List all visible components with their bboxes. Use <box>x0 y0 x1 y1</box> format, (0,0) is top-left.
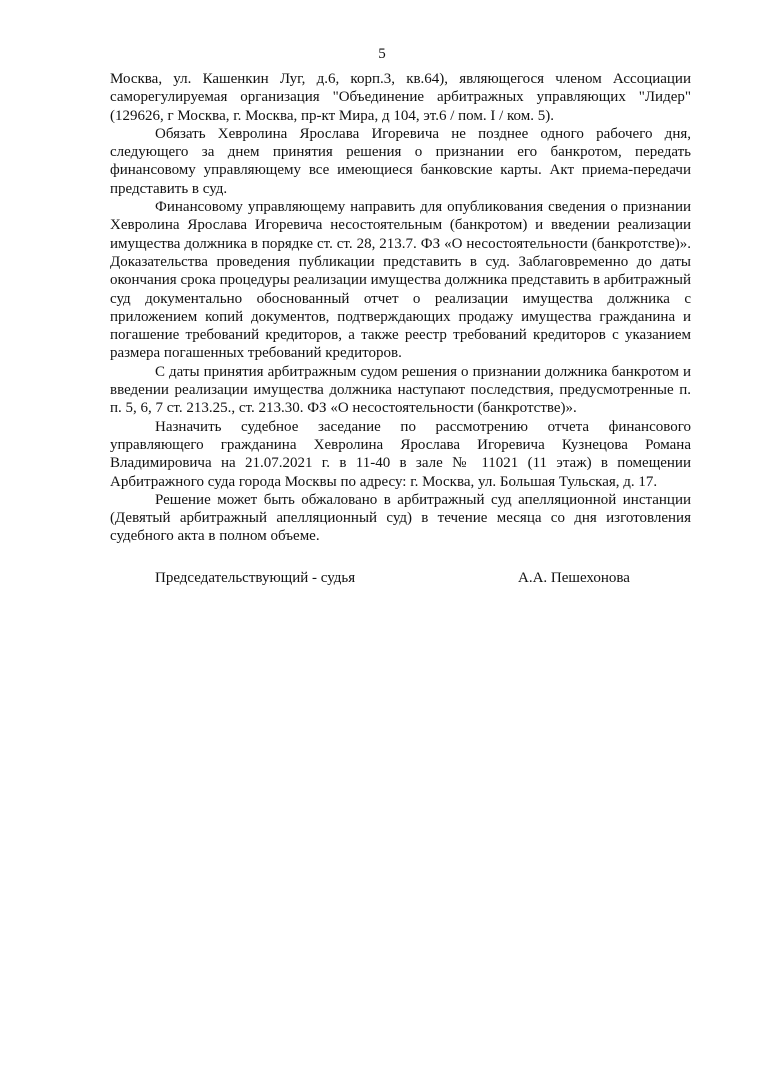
paragraph-hearing: Назначить судебное заседание по рассмотрению отчета финансового управляющего гражданина Хевролина Ярослава Игоревича Кузнецова Романа Владимировича на 21.07.2021 г. в 11-40 в зале № 11021 (11 этаж) в помещении Арбитражного суда города Москвы по адресу: г. Москва, ул. Большая Тульская, д. 17. <box>110 418 691 490</box>
page-number: 5 <box>378 46 386 62</box>
paragraph-bank-cards: Обязать Хевролина Ярослава Игоревича не позднее одного рабочего дня, следующего за днем принятия решения о признании его банкротом, передать финансовому управляющему все имеющиеся банковские карты. Акт приема-передачи представить в суд. <box>110 125 691 197</box>
paragraph-continuation: Москва, ул. Кашенкин Луг, д.6, корп.3, кв.64), являющегося членом Ассоциации саморегулируемая организация "Объединение арбитражных управляющих "Лидер" (129626, г Москва, г. Москва, пр-кт Мира, д 104, эт.6 / пом. I / ком. 5). <box>110 71 691 124</box>
judge-role: Председательствующий - судья <box>155 570 356 586</box>
document-body <box>110 70 691 546</box>
paragraph-publication: Финансовому управляющему направить для опубликования сведения о признании Хевролина Ярослава Игоревича несостоятельным (банкротом) и введении реализации имущества должника в порядке ст. ст. 28, 213.7. ФЗ «О несостоятельности (банкротстве)». Доказательства проведения публикации представить в суд. Заблаговременно до даты окончания срока процедуры реализации имущества должника представить в арбитражный суд документально обоснованный отчет о реализации имущества должника с приложением копий документов, подтверждающих продажу имущества гражданина и погашение требований кредиторов, а также реестр требований кредиторов с указанием размера погашенных требований кредиторов. <box>110 199 692 362</box>
judge-name: А.А. Пешехонова <box>518 570 630 586</box>
paragraph-consequences: С даты принятия арбитражным судом решения о признании должника банкротом и введении реализации имущества должника наступают последствия, предусмотренные п. п. 5, 6, 7 ст. 213.25., ст. 213.30. ФЗ «О несостоятельности (банкротстве)». <box>110 363 691 417</box>
paragraph-appeal: Решение может быть обжаловано в арбитражный суд апелляционной инстанции (Девятый арбитражный апелляционный суд) в течение месяца со дня изготовления судебного акта в полном объеме. <box>110 491 691 545</box>
